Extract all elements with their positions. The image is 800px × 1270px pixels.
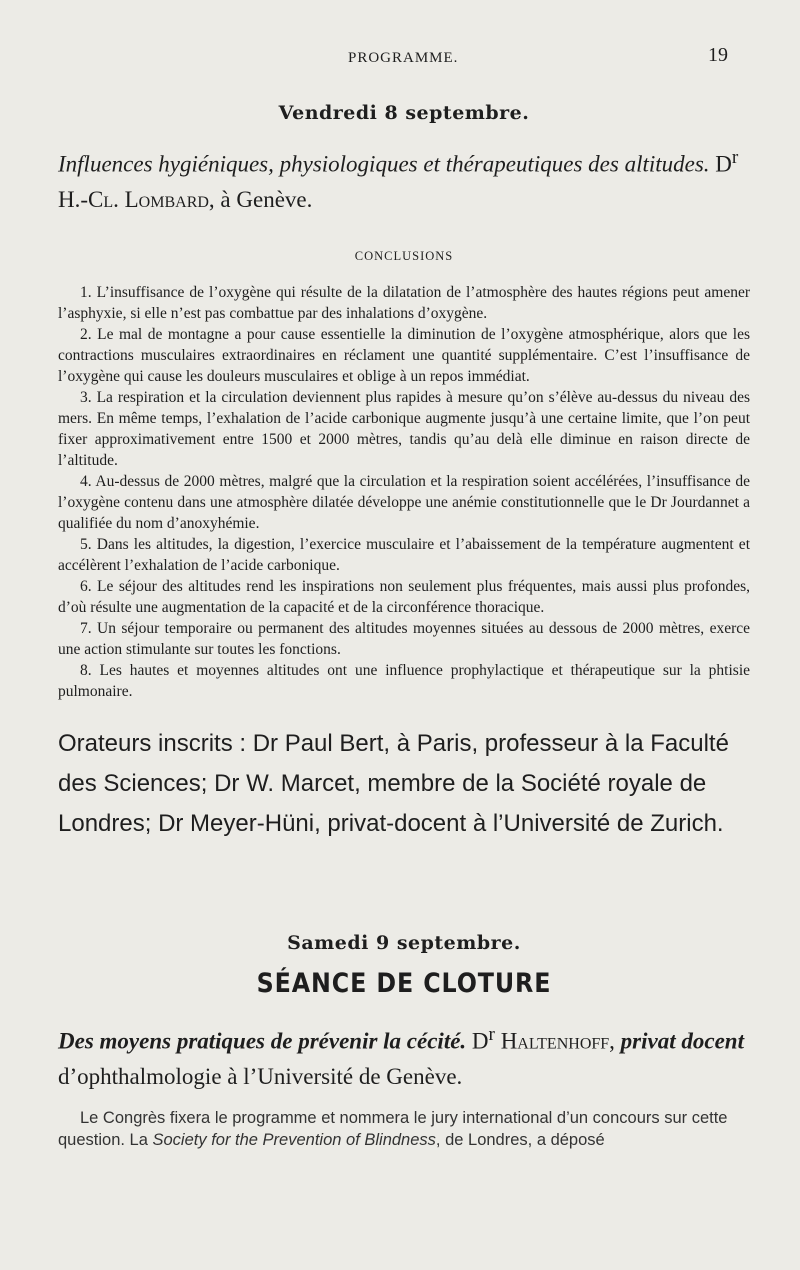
day-heading-friday: Vendredi 8 septembre. [278,102,530,124]
speaker-prefix-sup: r [731,147,739,168]
conclusion-item: 1. L’insuffisance de l’oxygène qui résulte de la dilatation de l’atmosphère des hautes régions peut amener l’asphyxie, si elle n’est pas combattue par des inhalations d’oxygène. [58,283,750,322]
conclusion-item: 3. La respiration et la circulation deviennent plus rapides à mesure qu’on s’élève au-dessus du niveau des mers. En même temps, l’exhalation de l’acide carbonique augmente jusqu’à une certaine limite, que l’on peut fixer approximativement entre 1500 et 2000 mètres, tandis qu’au delà elle diminue en raison directe de l’altitude. [58,388,750,469]
talk-title: Influences hygiéniques, physiologiques et thérapeutiques des altitudes. [58,151,710,177]
day-heading-saturday: Samedi 9 septembre. [287,931,521,954]
session-title: SÉANCE DE CLOTURE [256,967,552,999]
page-number: 19 [708,44,728,66]
conclusion-item: 6. Le séjour des altitudes rend les inspirations non seulement plus fréquentes, mais aussi plus profondes, d’où résulte une augmentation de la capacité et de la circonférence thoracique. [58,577,750,616]
speaker-prefix: D [715,151,732,177]
conclusion-item: 7. Un séjour temporaire ou permanent des altitudes moyennes situées au dessous de 2000 mètres, exerce une action stimulante sur toutes les fonctions. [58,619,750,658]
closing-text-start: Le Congrès fixera le programme et nommera le jury international d’un concours sur cette question. La [58,1109,728,1150]
conclusion-item: 5. Dans les altitudes, la digestion, l’exercice musculaire et l’abaissement de la température augmentent et accélèrent l’exhalation de l’acide carbonique. [58,535,750,574]
talk-haltenhoff: Des moyens pratiques de prévenir la cécité. $D^r$ Haltenhoff, privat docent d’ophthalmologie à l’Université de Genève. [58,1023,744,1090]
conclusions-heading: CONCLUSIONS [354,248,454,263]
conclusion-item: 2. Le mal de montagne a pour cause essentielle la diminution de l’oxygène atmosphérique, alors que les contractions musculaires extraordinaires en réclament une quantité supplémentaire. C’est l’insuffisance de l’oxygène qui cause les douleurs musculaires et oblige à un repos immédiat. [58,325,750,385]
talk-lombard [58,140,750,217]
speaker-place: , à Genève. [208,186,313,212]
registered-speakers: Orateurs inscrits : Dr Paul Bert, à Paris, professeur à la Faculté des Sciences; Dr W. Marcet, membre de la Société royale de Londres; Dr Meyer-Hüni, privat-docent à l’Université de Zurich. [58,729,729,837]
closing-paragraph [58,1107,750,1151]
running-head-title: PROGRAMME. [348,50,459,66]
talk-title: Des moyens pratiques de prévenir la cécité. [58,1028,467,1054]
society-name: Society for the Prevention of Blindness [152,1131,436,1150]
speaker-role-rest: d’ophthalmologie à l’Université de Genève. [58,1064,463,1090]
speaker-role: privat docent [620,1028,744,1054]
speaker-name: H.-Cl. Lombard [58,186,209,212]
speaker-name: Haltenhoff [500,1028,610,1054]
conclusion-item: 8. Les hautes et moyennes altitudes ont une influence prophylactique et thérapeutique sur la phtisie pulmonaire. [58,661,750,700]
conclusion-item: 4. Au-dessus de 2000 mètres, malgré que la circulation et la respiration soient accélérées, l’insuffisance de l’oxygène contenu dans une atmosphère dilatée développe une anémie constitutionnelle que le Dr Jourdannet a qualifiée du nom d’anoxyhémie. [58,472,750,532]
speaker-prefix: D [471,1028,489,1054]
closing-text-end: , de Londres, a déposé [435,1131,605,1150]
conclusions-list [58,282,750,702]
running-head [58,0,750,74]
speaker-prefix-sup: r [488,1023,495,1045]
